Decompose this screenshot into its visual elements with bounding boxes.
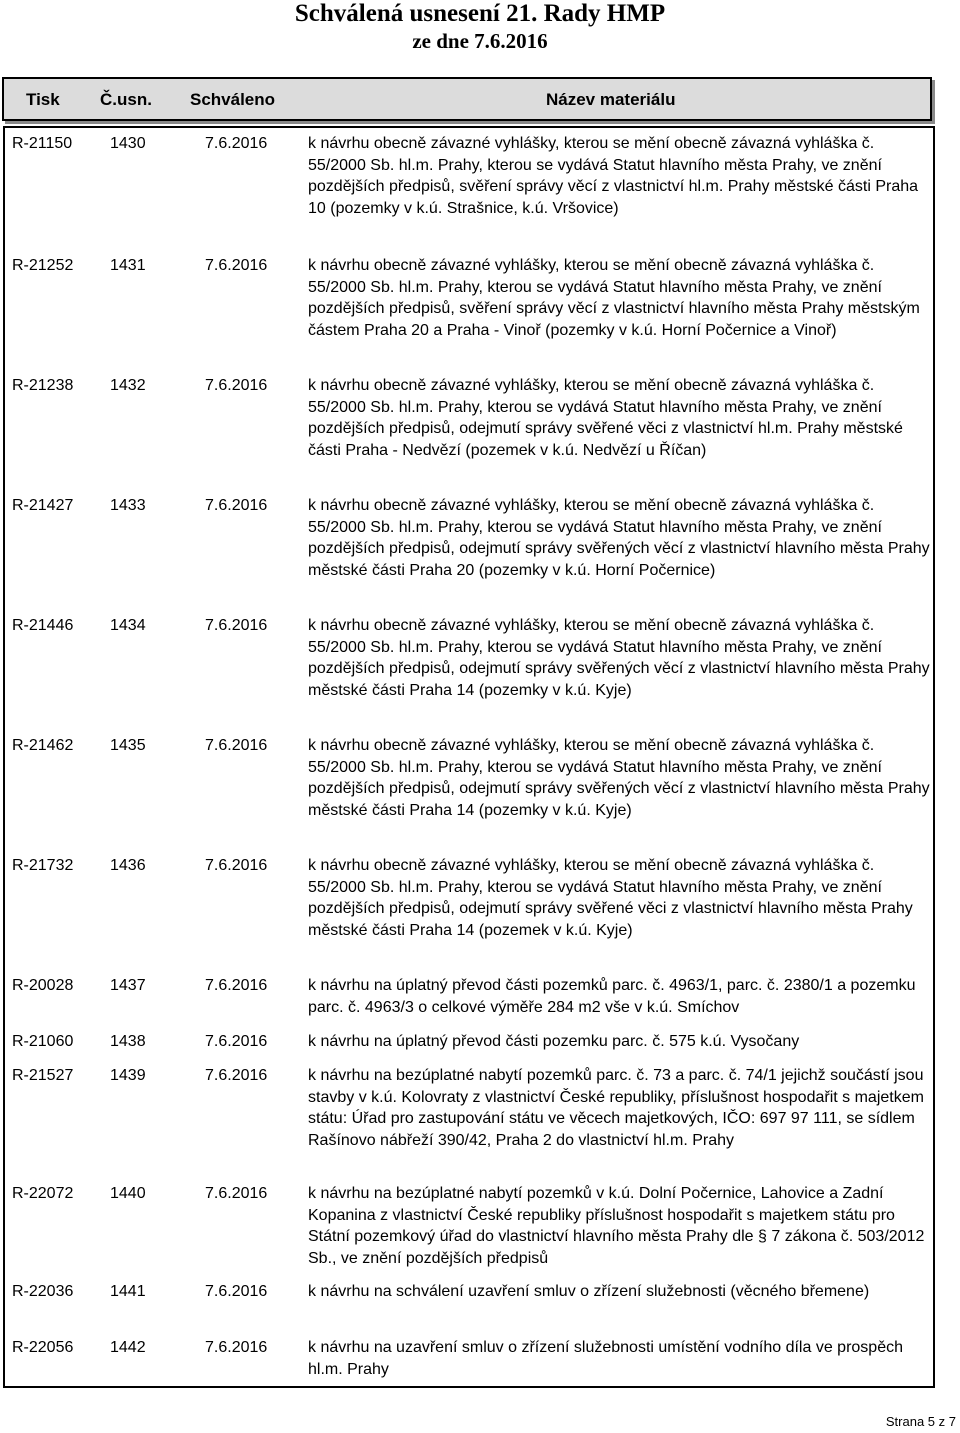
row-tisk: R-21446 xyxy=(12,617,74,634)
table-header xyxy=(2,77,932,121)
row-tisk: R-21238 xyxy=(12,377,74,394)
row-tisk: R-21252 xyxy=(12,257,74,274)
title-line-2: ze dne 7.6.2016 xyxy=(412,29,548,53)
row-date: 7.6.2016 xyxy=(205,257,268,274)
row-tisk: R-21527 xyxy=(12,1067,74,1084)
row-cusn: 1430 xyxy=(110,135,146,152)
row-cusn: 1436 xyxy=(110,857,146,874)
row-date: 7.6.2016 xyxy=(205,135,268,152)
resolutions-table xyxy=(3,126,935,1388)
row-tisk: R-21427 xyxy=(12,497,74,514)
row-cusn: 1441 xyxy=(110,1283,146,1300)
row-date: 7.6.2016 xyxy=(205,377,268,394)
row-text: k návrhu obecně závazné vyhlášky, kterou se mění obecně závazná vyhláška č. 55/2000 Sb. hl.m. Prahy, kterou se vydává Statut hlavního města Prahy, ve znění pozdějších předpisů, odejmutí správy svěřené věci z vlastnictví hlavního města Prahy městské části Praha 14 (pozemek v k.ú. Kyje) xyxy=(308,857,913,939)
row-tisk: R-21150 xyxy=(12,135,73,152)
row-date: 7.6.2016 xyxy=(205,497,268,514)
row-text: k návrhu obecně závazné vyhlášky, kterou se mění obecně závazná vyhláška č. 55/2000 Sb. hl.m. Prahy, kterou se vydává Statut hlavního města Prahy, ve znění pozdějších předpisů, odejmutí správy svěřených věcí z vlastnictví hlavního města Prahy městské části Praha 14 (pozemky v k.ú. Kyje) xyxy=(308,617,930,699)
row-tisk: R-20028 xyxy=(12,977,74,994)
header-tisk: Tisk xyxy=(26,90,60,109)
row-tisk: R-21060 xyxy=(12,1033,74,1050)
row-date: 7.6.2016 xyxy=(205,1033,268,1050)
document-title xyxy=(0,0,960,54)
row-cusn: 1440 xyxy=(110,1185,146,1202)
row-text: k návrhu na schválení uzavření smluv o zřízení služebnosti (věcného břemene) xyxy=(308,1283,870,1300)
row-text: k návrhu obecně závazné vyhlášky, kterou se mění obecně závazná vyhláška č. 55/2000 Sb. hl.m. Prahy, kterou se vydává Statut hlavního města Prahy, ve znění pozdějších předpisů, svěření správy věcí z vlastnictví hlavního města Prahy městským částem Praha 20 a Praha - Vinoř (pozemky v k.ú. Horní Počernice a Vinoř) xyxy=(308,257,920,339)
row-cusn: 1435 xyxy=(110,737,146,754)
row-cusn: 1442 xyxy=(110,1339,146,1356)
row-tisk: R-21462 xyxy=(12,737,74,754)
title-line-1: Schválená usnesení 21. Rady HMP xyxy=(294,0,666,27)
row-date: 7.6.2016 xyxy=(205,857,268,874)
row-tisk: R-22056 xyxy=(12,1339,74,1356)
row-text: k návrhu obecně závazné vyhlášky, kterou se mění obecně závazná vyhláška č. 55/2000 Sb. hl.m. Prahy, kterou se vydává Statut hlavního města Prahy, ve znění pozdějších předpisů, odejmutí správy svěřených věcí z vlastnictví hlavního města Prahy městské části Praha 20 (pozemky v k.ú. Horní Počernice) xyxy=(308,497,930,579)
row-tisk: R-21732 xyxy=(12,857,74,874)
row-cusn: 1432 xyxy=(110,377,146,394)
row-date: 7.6.2016 xyxy=(205,1283,268,1300)
row-cusn: 1433 xyxy=(110,497,146,514)
row-cusn: 1431 xyxy=(110,257,146,274)
row-date: 7.6.2016 xyxy=(205,1185,268,1202)
row-cusn: 1438 xyxy=(110,1033,146,1050)
row-text: k návrhu obecně závazné vyhlášky, kterou se mění obecně závazná vyhláška č. 55/2000 Sb. hl.m. Prahy, kterou se vydává Statut hlavního města Prahy, ve znění pozdějších předpisů, odejmutí správy svěřených věcí z vlastnictví hlavního města Prahy městské části Praha 14 (pozemky v k.ú. Kyje) xyxy=(308,737,930,819)
row-text: k návrhu na bezúplatné nabytí pozemků v k.ú. Dolní Počernice, Lahovice a Zadní Kopanina z vlastnictví České republiky příslušnost hospodařit s majetkem státu pro Státní pozemkový úřad do vlastnictví hlavního města Prahy dle § 7 zákona č. 503/2012 Sb., ve znění pozdějších předpisů xyxy=(308,1185,925,1267)
header-nazev: Název materiálu xyxy=(546,90,676,109)
row-cusn: 1439 xyxy=(110,1067,146,1084)
row-tisk: R-22072 xyxy=(12,1185,74,1202)
header-cusn: Č.usn. xyxy=(100,90,152,109)
row-text: k návrhu obecně závazné vyhlášky, kterou se mění obecně závazná vyhláška č. 55/2000 Sb. hl.m. Prahy, kterou se vydává Statut hlavního města Prahy, ve znění pozdějších předpisů, odejmutí správy svěřené věci z vlastnictví hl.m. Prahy městské části Praha - Nedvězí (pozemek v k.ú. Nedvězí u Říčan) xyxy=(308,377,903,459)
row-date: 7.6.2016 xyxy=(205,1067,268,1084)
header-schvaleno: Schváleno xyxy=(190,90,276,109)
row-cusn: 1434 xyxy=(110,617,146,634)
row-date: 7.6.2016 xyxy=(205,977,268,994)
page-number: Strana 5 z 7 xyxy=(885,1414,956,1429)
row-text: k návrhu na uzavření smluv o zřízení služebnosti umístění vodního díla ve prospěch hl.m. Prahy xyxy=(308,1339,903,1378)
row-text: k návrhu na bezúplatné nabytí pozemků parc. č. 73 a parc. č. 74/1 jejichž součástí jsou stavby v k.ú. Kolovraty z vlastnictví České republiky, příslušnost hospodařit s majetkem státu: Úřad pro zastupování státu ve věcech majetkových, IČO: 697 97 111, se sídlem Rašínovo nábřeží 390/42, Praha 2 do vlastnictví hl.m. Prahy xyxy=(308,1067,924,1149)
row-tisk: R-22036 xyxy=(12,1283,74,1300)
row-text: k návrhu na úplatný převod části pozemku parc. č. 575 k.ú. Vysočany xyxy=(308,1033,800,1050)
row-date: 7.6.2016 xyxy=(205,617,268,634)
row-text: k návrhu obecně závazné vyhlášky, kterou se mění obecně závazná vyhláška č. 55/2000 Sb. hl.m. Prahy, kterou se vydává Statut hlavního města Prahy, ve znění pozdějších předpisů, svěření správy věcí z vlastnictví hl.m. Prahy městské části Praha 10 (pozemky v k.ú. Strašnice, k.ú. Vršovice) xyxy=(308,135,919,217)
row-text: k návrhu na úplatný převod části pozemků parc. č. 4963/1, parc. č. 2380/1 a pozemku parc. č. 4963/3 o celkové výměře 284 m2 vše v k.ú. Smíchov xyxy=(308,977,916,1016)
row-cusn: 1437 xyxy=(110,977,146,994)
row-date: 7.6.2016 xyxy=(205,737,268,754)
row-date: 7.6.2016 xyxy=(205,1339,268,1356)
